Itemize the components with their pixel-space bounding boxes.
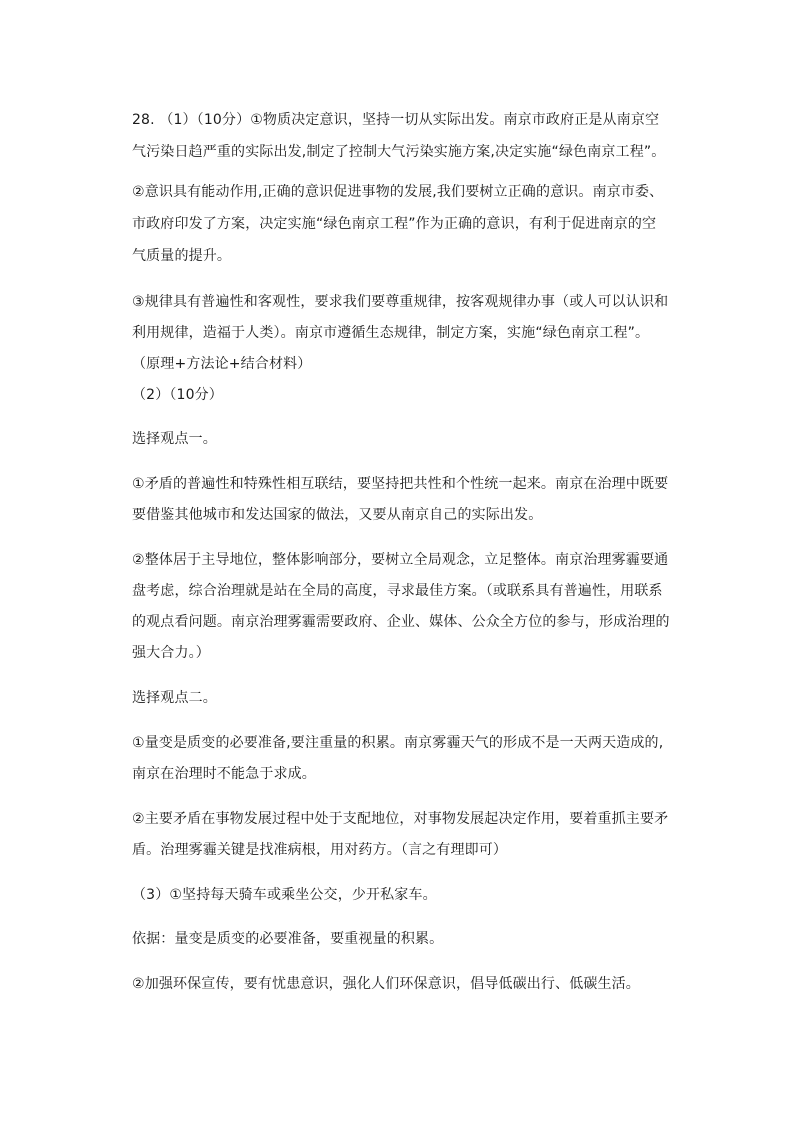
text-line: 依据：量变是质变的必要准备，要重视量的积累。 bbox=[132, 931, 444, 947]
text-line: 强大合力。） bbox=[132, 645, 210, 661]
text-line: 盾。治理雾霾关键是找准病根，用对药方。（言之有理即可） bbox=[132, 842, 508, 858]
text-line: （原理+方法论+结合材料） bbox=[132, 356, 312, 372]
text-line: ①矛盾的普遍性和特殊性相互联结，要坚持把共性和个性统一起来。南京在治理中既要 bbox=[132, 476, 669, 492]
text-line: （2）（10分） bbox=[132, 387, 223, 403]
text-line: 盘考虑，综合治理就是站在全局的高度，寻求最佳方案。（或联系具有普遍性，用联系 bbox=[132, 583, 663, 599]
text-line: 选择观点二。 bbox=[132, 690, 217, 706]
text-line: ②加强环保宣传，要有忧患意识，强化人们环保意识，倡导低碳出行、低碳生活。 bbox=[132, 976, 640, 992]
text-line: 气污染日趋严重的实际出发,制定了控制大气污染实施方案,决定实施“绿色南京工程”。 bbox=[132, 144, 666, 160]
text-line: 市政府印发了方案，决定实施“绿色南京工程”作为正确的意识，有利于促进南京的空 bbox=[132, 216, 657, 232]
text-line: 28. （1）（10分）①物质决定意识，坚持一切从实际出发。南京市政府正是从南京空 bbox=[132, 112, 660, 128]
text-line: ①量变是质变的必要准备,要注重量的积累。南京雾霾天气的形成不是一天两天造成的, bbox=[132, 735, 664, 751]
text-line: ②意识具有能动作用,正确的意识促进事物的发展,我们要树立正确的意识。南京市委、 bbox=[132, 184, 664, 200]
text-line: ③规律具有普遍性和客观性，要求我们要尊重规律，按客观规律办事（或人可以认识和 bbox=[132, 294, 669, 310]
text-line: ②主要矛盾在事物发展过程中处于支配地位，对事物发展起决定作用，要着重抓主要矛 bbox=[132, 811, 669, 827]
text-line: 要借鉴其他城市和发达国家的做法，又要从南京自己的实际出发。 bbox=[132, 507, 543, 523]
text-line: 气质量的提升。 bbox=[132, 248, 232, 264]
text-line: 南京在治理时不能急于求成。 bbox=[132, 766, 316, 782]
text-line: ②整体居于主导地位，整体影响部分，要树立全局观念，立足整体。南京治理雾霾要通 bbox=[132, 552, 669, 568]
text-line: 的观点看问题。南京治理雾霾需要政府、企业、媒体、公众全方位的参与，形成治理的 bbox=[132, 614, 670, 630]
text-line: 利用规律，造福于人类）。南京市遵循生态规律，制定方案，实施“绿色南京工程”。 bbox=[132, 325, 650, 341]
text-line: 选择观点一。 bbox=[132, 431, 217, 447]
text-line: （3）①坚持每天骑车或乘坐公交，少开私家车。 bbox=[132, 887, 437, 903]
